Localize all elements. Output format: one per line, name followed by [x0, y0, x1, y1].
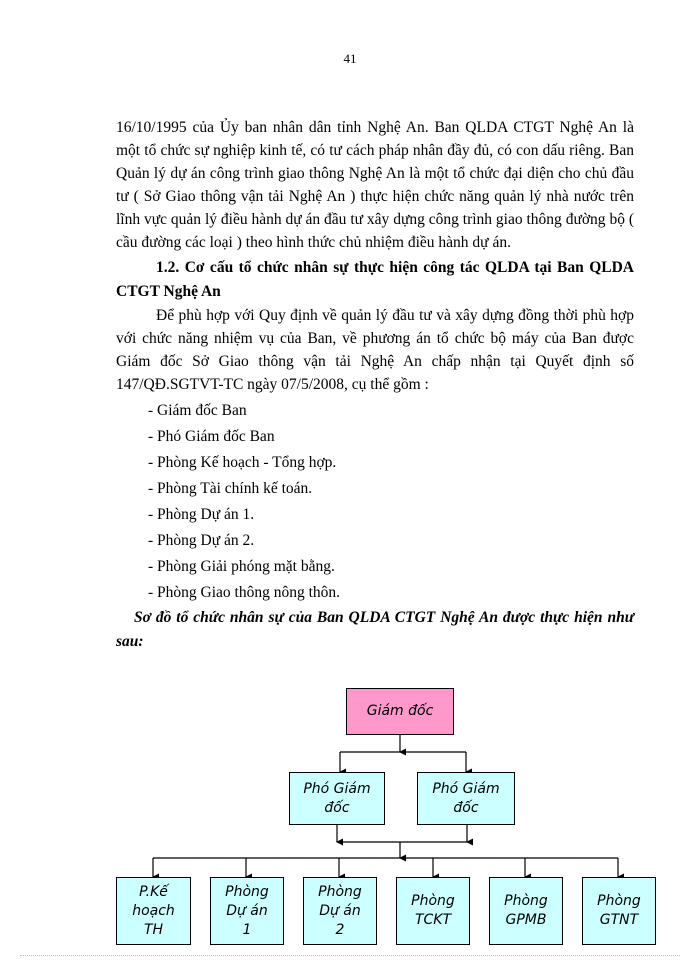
director-box	[346, 688, 454, 735]
list-item: - Phòng Giao thông nông thôn.	[148, 584, 341, 601]
box-line: P.Kế	[139, 883, 168, 900]
box-line: Phòng	[318, 883, 362, 900]
box-line: GTNT	[599, 912, 639, 928]
document-body	[116, 116, 634, 654]
box-line: TH	[143, 921, 164, 938]
diagram-caption: Sơ đồ tổ chức nhân sự của Ban QLDA CTGT Nghệ An được thực hiện như sau:	[116, 609, 634, 650]
box-line: Phòng	[225, 883, 269, 900]
box-line: Dự án	[319, 902, 361, 919]
box-line: đốc	[453, 799, 479, 816]
list-item: - Phòng Giải phóng mặt bằng.	[148, 558, 335, 575]
box-line: GPMB	[505, 912, 547, 928]
box-line: TCKT	[414, 912, 452, 928]
department-box-planning	[116, 877, 191, 945]
structure-paragraph: Để phù hợp với Quy định về quản lý đầu tư và xây dựng đồng thời phù hợp với chức năng nhiệm vụ của Ban, về phương án tổ chức bộ máy của Ban được Giám đốc Sở Giao thông vận tải Nghệ An chấp nhận tại Quyết định số 147/QĐ.SGTVT-TC ngày 07/5/2008, cụ thể gồm :	[116, 307, 634, 393]
department-box-rural-transport	[582, 877, 656, 945]
box-line: Dự án	[226, 902, 268, 919]
department-box-site-clearance	[489, 877, 563, 945]
department-box-finance	[396, 877, 470, 945]
box-line: Giám đốc	[366, 703, 434, 719]
page-bottom-divider	[20, 955, 680, 956]
deputy-director-box	[417, 772, 515, 825]
box-line: Phòng	[504, 893, 548, 909]
list-item: - Phòng Tài chính kế toán.	[148, 480, 313, 497]
list-item: - Phòng Kế hoạch - Tổng hợp.	[148, 454, 337, 471]
section-heading: 1.2. Cơ cấu tổ chức nhân sự thực hiện công tác QLDA tại Ban QLDA CTGT Nghệ An	[116, 259, 634, 300]
list-item: - Phòng Dự án 2.	[148, 532, 255, 549]
list-item: - Giám đốc Ban	[148, 402, 247, 419]
box-line: 2	[335, 921, 345, 938]
list-item: - Phó Giám đốc Ban	[148, 428, 275, 445]
intro-paragraph: 16/10/1995 của Ủy ban nhân dân tỉnh Nghệ An. Ban QLDA CTGT Nghệ An là một tổ chức sự nghiệp kinh tế, có tư cách pháp nhân đầy đủ, có con dấu riêng. Ban Quản lý dự án công trình giao thông Nghệ An là một tổ chức đại diện cho chủ đầu tư ( Sở Giao thông vận tải Nghệ An ) thực hiện chức năng quản lý nhà nước trên lĩnh vực quản lý điều hành dự án đầu tư xây dựng công trình giao thông đường bộ ( cầu đường các loại ) theo hình thức chủ nhiệm điều hành dự án.	[116, 119, 634, 251]
list-item: - Phòng Dự án 1.	[148, 506, 255, 523]
deputy-director-box	[289, 772, 385, 825]
box-line: 1	[242, 921, 252, 938]
page-number: 41	[343, 51, 357, 66]
box-line: đốc	[324, 799, 350, 816]
box-line: Phó Giám	[432, 780, 500, 797]
box-line: Phó Giám	[303, 780, 371, 797]
unit-list	[116, 398, 634, 606]
box-line: hoạch	[132, 902, 175, 919]
box-line: Phòng	[411, 893, 455, 909]
department-box-project-2	[303, 877, 377, 945]
department-box-project-1	[210, 877, 284, 945]
box-line: Phòng	[597, 893, 641, 909]
